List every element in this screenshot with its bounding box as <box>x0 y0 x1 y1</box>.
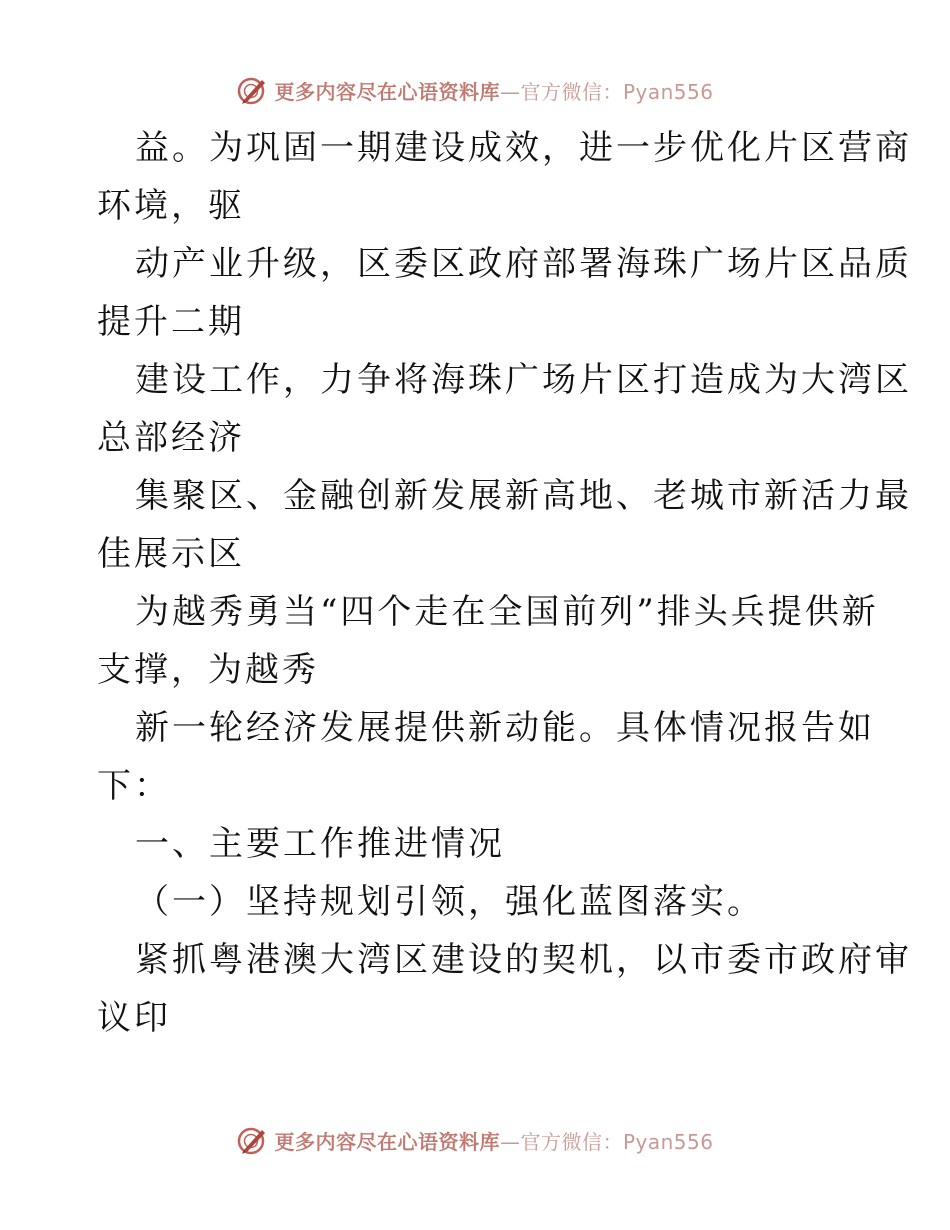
subsection-heading: （一）坚持规划引领，强化蓝图落实。 <box>135 882 764 922</box>
text-line: 益。为巩固一期建设成效，进一步优化片区营商 <box>135 128 912 168</box>
document-body <box>97 119 912 1047</box>
text-line: 紧抓粤港澳大湾区建设的契机，以市委市政府审 <box>135 940 912 980</box>
header-watermark <box>0 72 950 108</box>
text-line: 建设工作，力争将海珠广场片区打造成为大湾区 <box>135 360 912 400</box>
text-line: 环境，驱 <box>97 186 245 226</box>
text-line: 新一轮经济发展提供新动能。具体情况报告如 <box>135 708 875 748</box>
text-line: 动产业升级，区委区政府部署海珠广场片区品质 <box>135 244 912 284</box>
pen-logo-icon <box>236 74 268 106</box>
watermark-brand: 更多内容尽在心语资料库 <box>274 1129 500 1154</box>
text-line: 议印 <box>97 998 171 1038</box>
text-line: 总部经济 <box>97 418 245 458</box>
text-line: 为越秀勇当“四个走在全国前列”排头兵提供新 <box>135 592 879 632</box>
watermark-text <box>274 76 713 105</box>
watermark-dash: — <box>499 1129 521 1154</box>
text-line: 提升二期 <box>97 302 245 342</box>
section-heading: 一、主要工作推进情况 <box>135 824 505 864</box>
watermark-dash: — <box>499 79 521 104</box>
watermark-text <box>274 1126 713 1155</box>
watermark-brand: 更多内容尽在心语资料库 <box>274 79 500 104</box>
text-line: 佳展示区 <box>97 534 245 574</box>
footer-watermark <box>0 1122 950 1158</box>
text-line: 支撑，为越秀 <box>97 650 319 690</box>
pen-logo-icon <box>236 1124 268 1156</box>
text-line: 集聚区、金融创新发展新高地、老城市新活力最 <box>135 476 912 516</box>
watermark-contact: 官方微信：Pyan556 <box>520 79 714 104</box>
watermark-contact: 官方微信：Pyan556 <box>520 1129 714 1154</box>
text-line: 下： <box>97 766 171 806</box>
